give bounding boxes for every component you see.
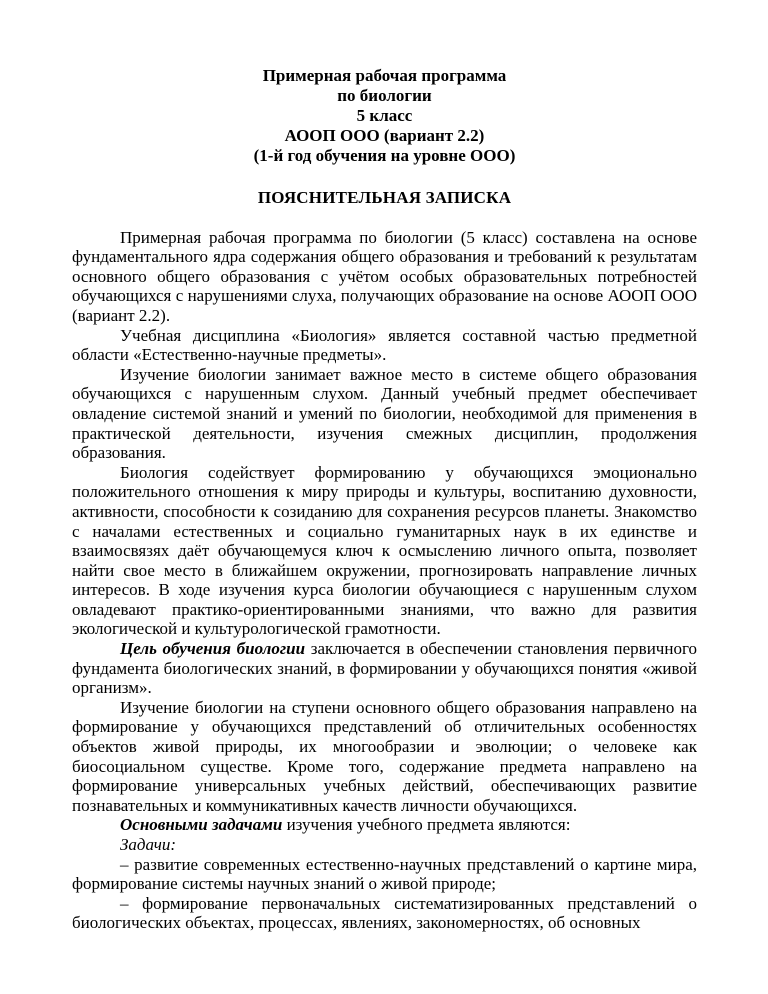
title-line-2: по биологии bbox=[337, 86, 432, 105]
title-line-5: (1-й год обучения на уровне ООО) bbox=[253, 146, 516, 165]
task-item-2: – формирование первоначальных систематизированных представлений о биологических объектах, процессах, явлениях, закономерностях, об основных bbox=[72, 893, 697, 933]
title-line-4: АООП ООО (вариант 2.2) bbox=[284, 126, 485, 145]
paragraph-6: Изучение биологии на ступени основного общего образования направлено на формирование у обучающихся представлений об отличительных особенностях объектов живой природы, их многообразии и эволюции; о человеке как биосоциальном существе. Кроме того, содержание предмета направлено на формирование универсальных учебных действий, обеспечивающих развитие познавательных и коммуникативных качеств личности обучающихся. bbox=[72, 697, 697, 815]
goal-text: заключается в обеспечении становления первичного фундамента биологических знаний, в формировании у обучающихся понятия «живой организм». bbox=[72, 639, 697, 698]
paragraph-3: Изучение биологии занимает важное место в системе общего образования обучающихся с нарушенным слухом. Данный учебный предмет обеспечивает овладение системой знаний и умений по биологии, необходимой для применения в практической деятельности, изучения смежных дисциплин, продолжения образования. bbox=[72, 364, 697, 463]
tasks-text: изучения учебного предмета являются: bbox=[282, 815, 571, 835]
task-item-1: – развитие современных естественно-научных представлений о картине мира, формирование системы научных знаний о живой природе; bbox=[72, 854, 697, 894]
paragraph-1: Примерная рабочая программа по биологии (5 класс) составлена на основе фундаментального ядра содержания общего образования и требований к результатам основного общего образования с учётом особых образовательных потребностей обучающихся с нарушениями слуха, получающих образование на основе АООП ООО (вариант 2.2). bbox=[72, 227, 697, 325]
tasks-emphasis: Основными задачами bbox=[120, 815, 283, 835]
paragraph-2: Учебная дисциплина «Биология» является составной частью предметной области «Естественно-научные предметы». bbox=[72, 325, 697, 365]
tasks-label: Задачи: bbox=[120, 835, 177, 854]
paragraph-7 bbox=[72, 815, 697, 835]
document-title bbox=[72, 66, 697, 166]
title-line-1: Примерная рабочая программа bbox=[262, 66, 507, 85]
paragraph-4: Биология содействует формированию у обучающихся эмоционально положительного отношения к миру природы и культуры, воспитанию духовности, активности, способности к созиданию для сохранения ресурсов планеты. Знакомство с началами естественных и социально гуманитарных наук в их единстве и взаимосвязях даёт обучающемуся ключ к осмыслению личного опыта, позволяет найти свое место в ближайшем окружении, прогнозировать направление личных интересов. В ходе изучения курса биологии обучающиеся с нарушенным слухом овладевают практико-ориентированными знаниями, что важно для развития экологической и культурологической грамотности. bbox=[72, 462, 697, 639]
section-title: ПОЯСНИТЕЛЬНАЯ ЗАПИСКА bbox=[257, 188, 512, 207]
goal-emphasis: Цель обучения биологии bbox=[120, 639, 306, 659]
paragraph-5 bbox=[72, 639, 697, 698]
title-line-3: 5 класс bbox=[356, 106, 413, 125]
